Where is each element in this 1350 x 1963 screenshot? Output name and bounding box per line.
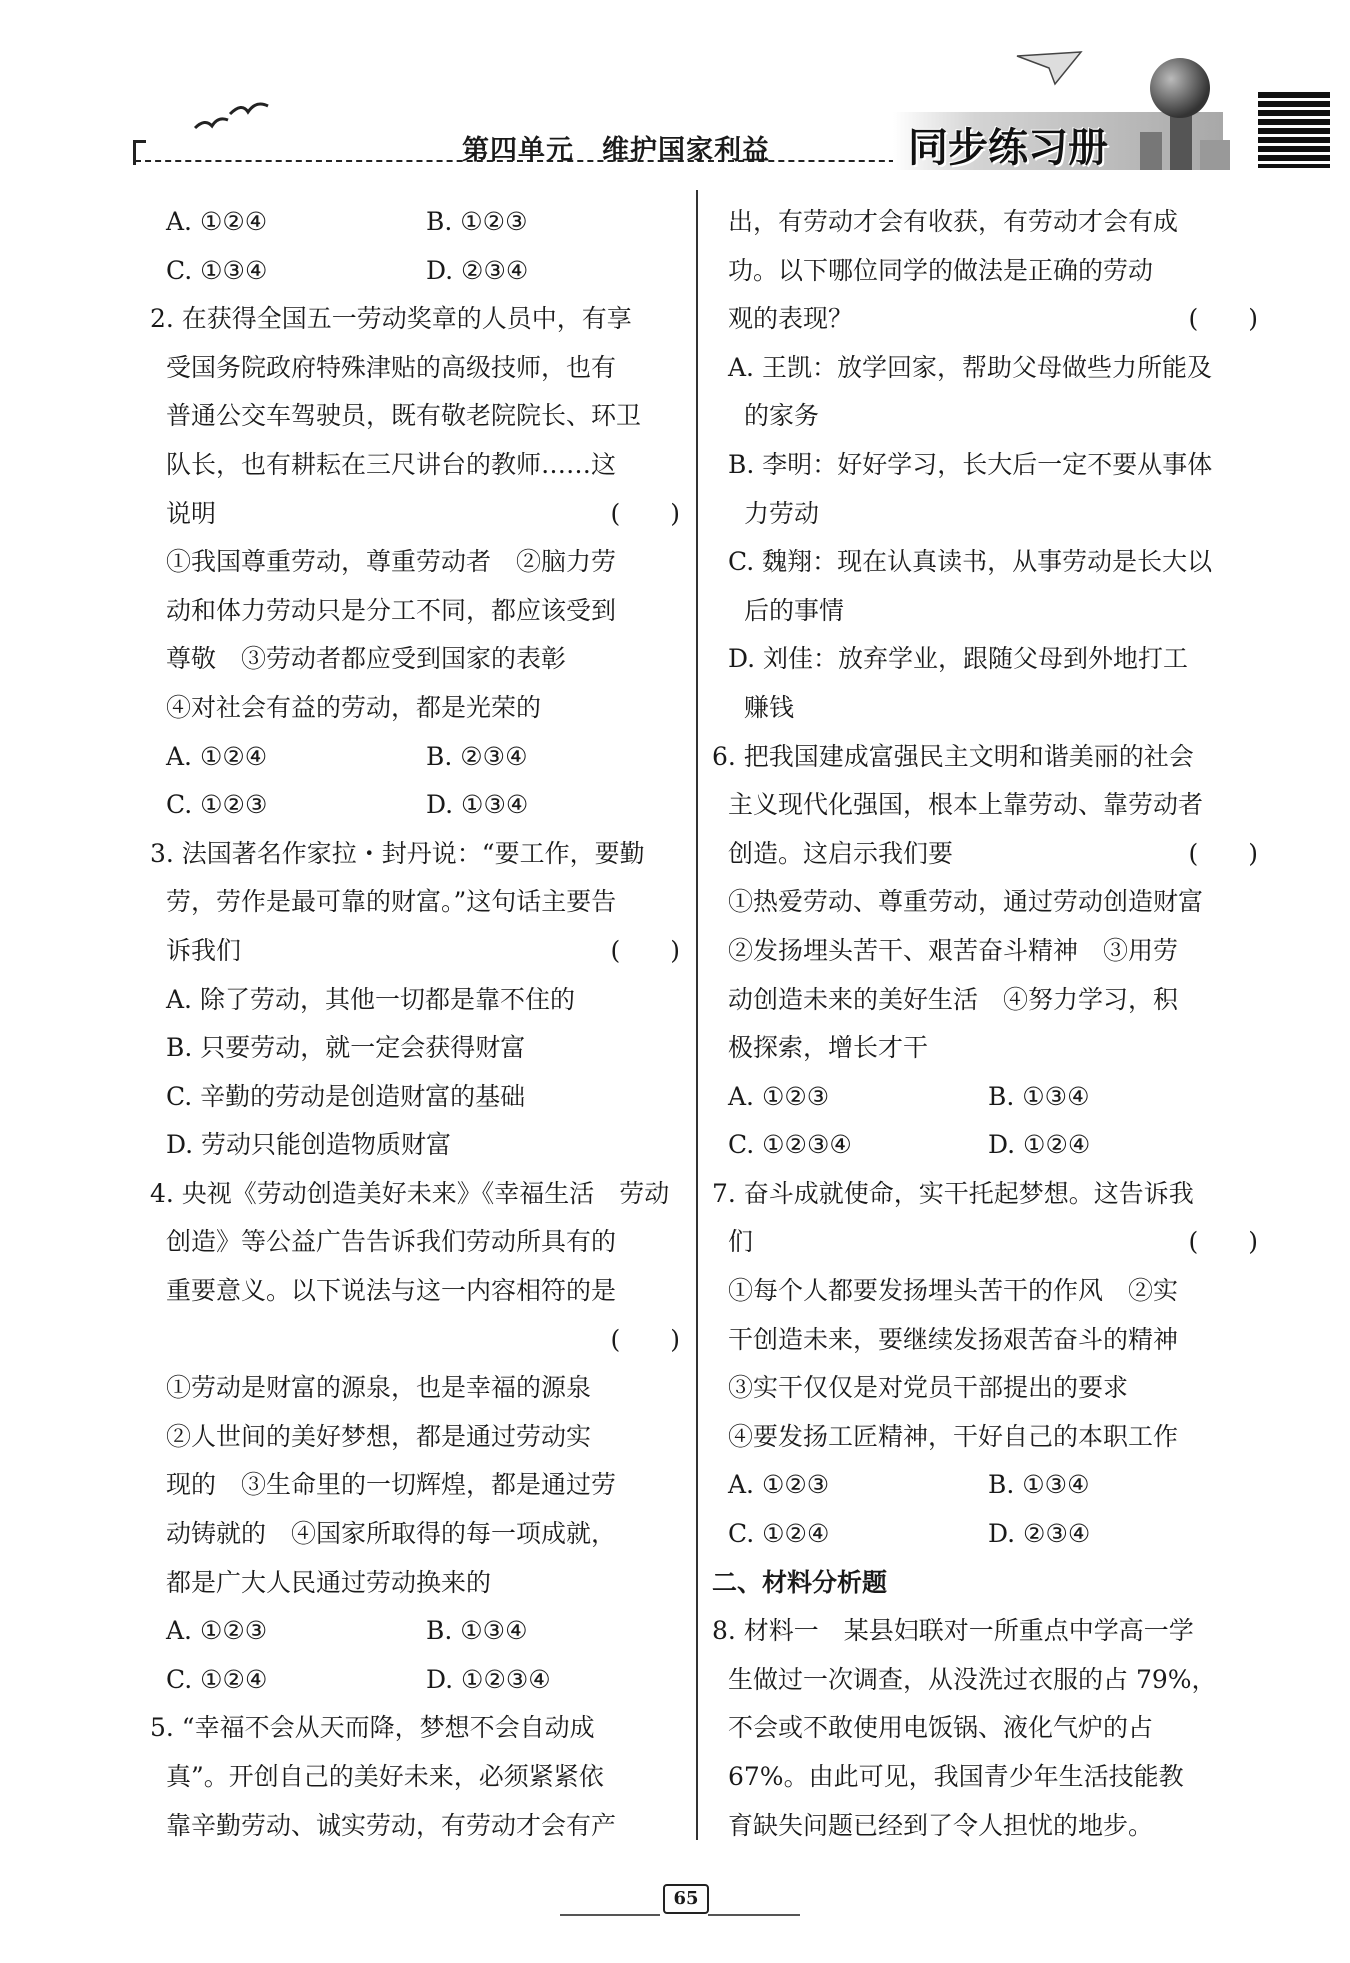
line-text: 4. 央视《劳动创造美好未来》《幸福生活 劳动 (150, 1178, 670, 1208)
answer-blank: ( ) (610, 498, 680, 528)
line-text: 二、材料分析题 (712, 1567, 888, 1597)
striped-bar-decoration (1258, 92, 1330, 168)
text-line (150, 1073, 680, 1122)
text-line (150, 684, 680, 733)
line-text: 队长，也有耕耘在三尺讲台的教师……这 (166, 449, 617, 479)
line-text: 普通公交车驾驶员，既有敬老院院长、环卫 (166, 401, 642, 431)
line-text: C. 辛勤的劳动是创造财富的基础 (166, 1081, 526, 1111)
answer-option: A. ①②④ (166, 741, 268, 771)
text-line (712, 1218, 1258, 1267)
line-text: 6. 把我国建成富强民主文明和谐美丽的社会 (712, 741, 1194, 771)
line-text: 说明 (166, 498, 217, 528)
text-line (712, 1607, 1258, 1656)
line-text: 力劳动 (744, 498, 820, 528)
line-text: ①我国尊重劳动，尊重劳动者 ②脑力劳 (166, 547, 617, 577)
text-line (150, 830, 680, 879)
text-line (712, 587, 1258, 636)
line-text: 观的表现？ (728, 304, 854, 334)
text-line (712, 1753, 1258, 1802)
line-text: 的家务 (744, 401, 820, 431)
answer-option: A. ①②③ (166, 1616, 268, 1646)
birds-decoration-icon (190, 100, 270, 140)
answer-options-row (150, 733, 680, 782)
text-line (150, 1218, 680, 1267)
text-line (712, 684, 1258, 733)
answer-options-row (712, 1461, 1258, 1510)
text-line (150, 1559, 680, 1608)
answer-options-row (150, 1656, 680, 1705)
text-line (712, 441, 1258, 490)
page-footer (560, 1882, 800, 1922)
line-text: A. 王凯：放学回家，帮助父母做些力所能及 (728, 352, 1212, 382)
book-title: 同步练习册 (908, 125, 1108, 171)
line-text: 赚钱 (744, 692, 795, 722)
answer-option: C. ①②③④ (728, 1130, 852, 1160)
line-text: 动和体力劳动只是分工不同，都应该受到 (166, 595, 617, 625)
text-line (150, 1170, 680, 1219)
line-text: 劳，劳作是最可靠的财富。”这句话主要告 (166, 887, 617, 917)
answer-option: B. ①③④ (988, 1470, 1090, 1500)
text-line (712, 976, 1258, 1025)
text-line (712, 490, 1258, 539)
line-text: C. 魏翔：现在认真读书，从事劳动是长大以 (728, 547, 1213, 577)
answer-option: C. ①②④ (166, 1664, 268, 1694)
line-text: 8. 材料一 某县妇联对一所重点中学高一学 (712, 1616, 1194, 1646)
text-line (712, 1364, 1258, 1413)
right-column (712, 198, 1258, 1850)
answer-blank: ( ) (610, 1324, 680, 1354)
line-text: 极探索，增长才干 (728, 1033, 929, 1063)
footer-rule-right (708, 1914, 800, 1916)
text-line (712, 1024, 1258, 1073)
answer-option: A. ①②③ (728, 1081, 830, 1111)
line-text: 3. 法国著名作家拉・封丹说：“要工作，要勤 (150, 838, 645, 868)
text-line (712, 1413, 1258, 1462)
answer-option: B. ②③④ (426, 741, 528, 771)
line-text: A. 除了劳动，其他一切都是靠不住的 (166, 984, 575, 1014)
line-text: 5. “幸福不会从天而降，梦想不会自动成 (150, 1713, 595, 1743)
text-line (150, 976, 680, 1025)
answer-option: B. ①③④ (988, 1081, 1090, 1111)
line-text: B. 只要劳动，就一定会获得财富 (166, 1033, 526, 1063)
answer-option: C. ①②③ (166, 790, 268, 820)
page-number: 65 (663, 1884, 709, 1914)
answer-options-row (150, 247, 680, 296)
text-line (712, 781, 1258, 830)
line-text: ①热爱劳动、尊重劳动，通过劳动创造财富 (728, 887, 1204, 917)
text-line (712, 635, 1258, 684)
text-line (712, 392, 1258, 441)
text-line (150, 344, 680, 393)
line-text: 动创造未来的美好生活 ④努力学习，积 (728, 984, 1179, 1014)
text-line (150, 587, 680, 636)
text-line (712, 247, 1258, 296)
text-line (150, 1267, 680, 1316)
line-text: 干创造未来，要继续发扬艰苦奋斗的精神 (728, 1324, 1179, 1354)
answer-options-row (712, 1121, 1258, 1170)
answer-blank: ( ) (1188, 1227, 1258, 1257)
text-line (712, 1316, 1258, 1365)
text-line (712, 1170, 1258, 1219)
line-text: 现的 ③生命里的一切辉煌，都是通过劳 (166, 1470, 617, 1500)
text-line (150, 1461, 680, 1510)
text-line (712, 1656, 1258, 1705)
line-text: 7. 奋斗成就使命，实干托起梦想。这告诉我 (712, 1178, 1194, 1208)
text-line (150, 538, 680, 587)
line-text: 重要意义。以下说法与这一内容相符的是 (166, 1276, 617, 1306)
answer-option: C. ①②④ (728, 1519, 830, 1549)
line-text: 创造》等公益广告告诉我们劳动所具有的 (166, 1227, 617, 1257)
text-line (712, 344, 1258, 393)
text-line (150, 295, 680, 344)
answer-blank: ( ) (610, 935, 680, 965)
answer-option: D. ①③④ (426, 790, 529, 820)
text-line (712, 1704, 1258, 1753)
paper-plane-icon (1015, 50, 1085, 90)
line-text: 受国务院政府特殊津贴的高级技师，也有 (166, 352, 617, 382)
answer-options-row (150, 1607, 680, 1656)
text-line (150, 1802, 680, 1851)
text-line (712, 538, 1258, 587)
answer-option: D. ①②④ (988, 1130, 1091, 1160)
answer-options-row (150, 781, 680, 830)
answer-options-row (712, 1510, 1258, 1559)
line-text: 后的事情 (744, 595, 845, 625)
unit-title: 第四单元 维护国家利益 (462, 135, 770, 166)
text-line (712, 198, 1258, 247)
text-line (150, 1316, 680, 1365)
line-text: 诉我们 (166, 935, 242, 965)
line-text: 育缺失问题已经到了令人担忧的地步。 (728, 1810, 1154, 1840)
line-text: 2. 在获得全国五一劳动奖章的人员中，有享 (150, 304, 632, 334)
line-text: ②发扬埋头苦干、艰苦奋斗精神 ③用劳 (728, 935, 1179, 965)
line-text: ④对社会有益的劳动，都是光荣的 (166, 692, 542, 722)
line-text: ②人世间的美好梦想，都是通过劳动实 (166, 1421, 592, 1451)
line-text: 出，有劳动才会有收获，有劳动才会有成 (728, 207, 1179, 236)
answer-blank: ( ) (1188, 304, 1258, 334)
footer-rule-left (560, 1914, 660, 1916)
text-line (150, 441, 680, 490)
answer-options-row (150, 198, 680, 247)
line-text: 们 (728, 1227, 754, 1257)
line-text: ④要发扬工匠精神，干好自己的本职工作 (728, 1421, 1179, 1451)
text-line (712, 1802, 1258, 1851)
answer-option: D. ②③④ (988, 1519, 1091, 1549)
text-line (712, 878, 1258, 927)
answer-option: D. ①②③④ (426, 1664, 551, 1694)
text-line (712, 830, 1258, 879)
line-text: ③实干仅仅是对党员干部提出的要求 (728, 1373, 1129, 1403)
text-line (712, 1267, 1258, 1316)
line-text: 都是广大人民通过劳动换来的 (166, 1567, 492, 1597)
text-line (150, 1413, 680, 1462)
text-line (150, 927, 680, 976)
line-text: 动铸就的 ④国家所取得的每一项成就， (166, 1519, 617, 1549)
line-text: 创造。这启示我们要 (728, 838, 954, 868)
line-text: D. 刘佳：放弃学业，跟随父母到外地打工 (728, 644, 1189, 674)
line-text: ①劳动是财富的源泉，也是幸福的源泉 (166, 1373, 592, 1403)
section-heading (712, 1559, 1258, 1608)
line-text: D. 劳动只能创造物质财富 (166, 1130, 452, 1160)
text-line (150, 1753, 680, 1802)
text-line (150, 1704, 680, 1753)
line-text: 不会或不敢使用电饭锅、液化气炉的占 (728, 1713, 1154, 1743)
line-text: 功。以下哪位同学的做法是正确的劳动 (728, 255, 1154, 285)
column-divider (696, 190, 698, 1840)
line-text: 生做过一次调查，从没洗过衣服的占 79%， (728, 1664, 1217, 1694)
answer-option: A. ①②④ (166, 207, 268, 236)
text-line (150, 878, 680, 927)
text-line (712, 927, 1258, 976)
answer-option: B. ①③④ (426, 1616, 528, 1646)
answer-option: B. ①②③ (426, 207, 528, 236)
line-text: ①每个人都要发扬埋头苦干的作风 ②实 (728, 1276, 1179, 1306)
answer-options-row (712, 1073, 1258, 1122)
answer-blank: ( ) (1188, 838, 1258, 868)
answer-option: D. ②③④ (426, 255, 529, 285)
text-line (150, 1024, 680, 1073)
left-column (150, 198, 680, 1850)
line-text: 真”。开创自己的美好未来，必须紧紧依 (166, 1762, 604, 1791)
text-line (150, 1364, 680, 1413)
answer-option: A. ①②③ (728, 1470, 830, 1500)
page-header (0, 0, 1350, 190)
text-line (712, 295, 1258, 344)
line-text: 靠辛勤劳动、诚实劳动，有劳动才会有产 (166, 1810, 617, 1840)
globe-decoration-icon (1150, 58, 1210, 118)
text-line (150, 490, 680, 539)
line-text: 尊敬 ③劳动者都应受到国家的表彰 (166, 644, 567, 674)
text-line (150, 1121, 680, 1170)
text-line (150, 392, 680, 441)
text-line (712, 733, 1258, 782)
answer-option: C. ①③④ (166, 255, 268, 285)
line-text: 主义现代化强国，根本上靠劳动、靠劳动者 (728, 790, 1204, 820)
text-line (150, 635, 680, 684)
line-text: B. 李明：好好学习，长大后一定不要从事体 (728, 449, 1213, 479)
text-line (150, 1510, 680, 1559)
line-text: 67%。由此可见，我国青少年生活技能教 (728, 1762, 1184, 1791)
